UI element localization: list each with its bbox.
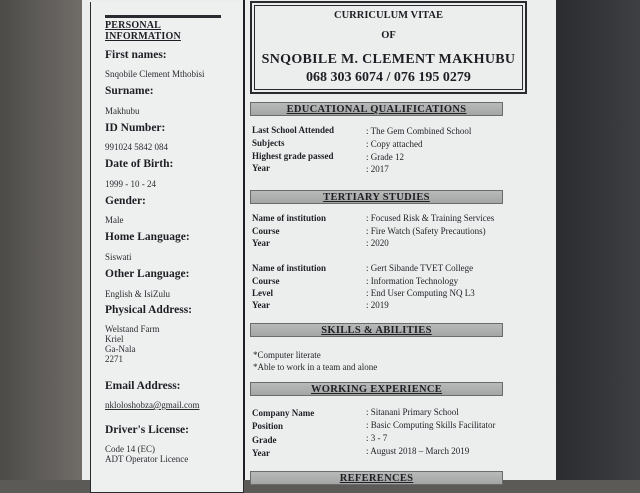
dob-label: Date of Birth:: [105, 158, 174, 170]
id-number-value: 991024 5842 084: [105, 142, 168, 152]
experience-row-value: : August 2018 – March 2019: [366, 446, 470, 456]
first-names-label: First names:: [105, 49, 167, 61]
cv-header: [250, 1, 527, 94]
tertiary-row-value: : Information Technology: [366, 276, 459, 286]
candidate-phones: 068 303 6074 / 076 195 0279: [306, 70, 471, 85]
references-heading: REFERENCES: [250, 471, 503, 485]
column-divider: [243, 0, 245, 480]
edu-row-value: : The Gem Combined School: [366, 126, 472, 136]
first-names-value: Snqobile Clement Mthobisi: [105, 69, 205, 79]
tertiary-row-label: Name of institution: [252, 263, 326, 273]
sidebar-top-rule: [105, 15, 221, 18]
personal-info-sidebar: [90, 2, 244, 493]
sidebar-section-title: PERSONAL: [105, 20, 162, 31]
tertiary-heading: TERTIARY STUDIES: [250, 190, 503, 204]
edu-row-label: Highest grade passed: [252, 151, 334, 161]
experience-row-label: Company Name: [252, 408, 315, 418]
gender-label: Gender:: [105, 195, 146, 207]
tertiary-row-label: Level: [252, 288, 273, 298]
tertiary-row-value: : End User Computing NQ L3: [366, 288, 475, 298]
experience-row-label: Grade: [252, 435, 277, 445]
experience-row-value: : Sitanani Primary School: [366, 407, 459, 417]
other-language-label: Other Language:: [105, 268, 190, 280]
home-language-value: Siswati: [105, 252, 132, 262]
tertiary-row-label: Year: [252, 238, 270, 248]
gender-value: Male: [105, 215, 124, 225]
cv-title-of: OF: [381, 30, 396, 41]
edu-row-value: : 2017: [366, 164, 389, 174]
experience-row-label: Position: [252, 421, 284, 431]
tertiary-row-label: Name of institution: [252, 213, 326, 223]
background-left: [0, 0, 82, 480]
experience-row-value: : 3 - 7: [366, 433, 388, 443]
tertiary-row-label: Course: [252, 276, 280, 286]
drivers-license-value: Code 14 (EC) ADT Operator Licence: [105, 444, 189, 464]
edu-row-label: Last School Attended: [252, 125, 335, 135]
skill-item: *Computer literate: [253, 350, 321, 360]
tertiary-row-label: Year: [252, 300, 270, 310]
surname-value: Makhubu: [105, 106, 140, 116]
cv-title: CURRICULUM VITAE: [334, 10, 443, 21]
candidate-name: SNQOBILE M. CLEMENT MAKHUBU: [261, 52, 516, 67]
surname-label: Surname:: [105, 85, 154, 97]
physical-address-value: Welstand Farm Kriel Ga-Nala 2271: [105, 324, 160, 364]
tertiary-row-value: : 2020: [366, 238, 389, 248]
skills-heading: SKILLS & ABILITIES: [250, 323, 503, 337]
education-heading: EDUCATIONAL QUALIFICATIONS: [250, 102, 503, 116]
email-label: Email Address:: [105, 380, 181, 392]
skill-item: *Able to work in a team and alone: [253, 362, 378, 372]
background-right: [556, 0, 640, 480]
experience-row-label: Year: [252, 448, 270, 458]
edu-row-label: Year: [252, 163, 270, 173]
home-language-label: Home Language:: [105, 231, 190, 243]
drivers-license-label: Driver's License:: [105, 424, 189, 436]
sidebar-section-title-2: INFORMATION: [105, 31, 181, 42]
physical-address-label: Physical Address:: [105, 304, 193, 316]
edu-row-value: : Grade 12: [366, 152, 404, 162]
dob-value: 1999 - 10 - 24: [105, 179, 156, 189]
tertiary-row-value: : Gert Sibande TVET College: [366, 263, 474, 273]
email-link[interactable]: nkloloshobza@gmail.com: [105, 400, 200, 410]
experience-heading: WORKING EXPERIENCE: [250, 382, 503, 396]
id-number-label: ID Number:: [105, 122, 166, 134]
tertiary-row-value: : Focused Risk & Training Services: [366, 213, 495, 223]
tertiary-row-value: : Fire Watch (Safety Precautions): [366, 226, 486, 236]
tertiary-row-label: Course: [252, 226, 280, 236]
tertiary-row-value: : 2019: [366, 300, 389, 310]
experience-row-value: : Basic Computing Skills Facilitator: [366, 420, 496, 430]
edu-row-value: : Copy attached: [366, 139, 423, 149]
edu-row-label: Subjects: [252, 138, 285, 148]
other-language-value: English & IsiZulu: [105, 289, 170, 299]
